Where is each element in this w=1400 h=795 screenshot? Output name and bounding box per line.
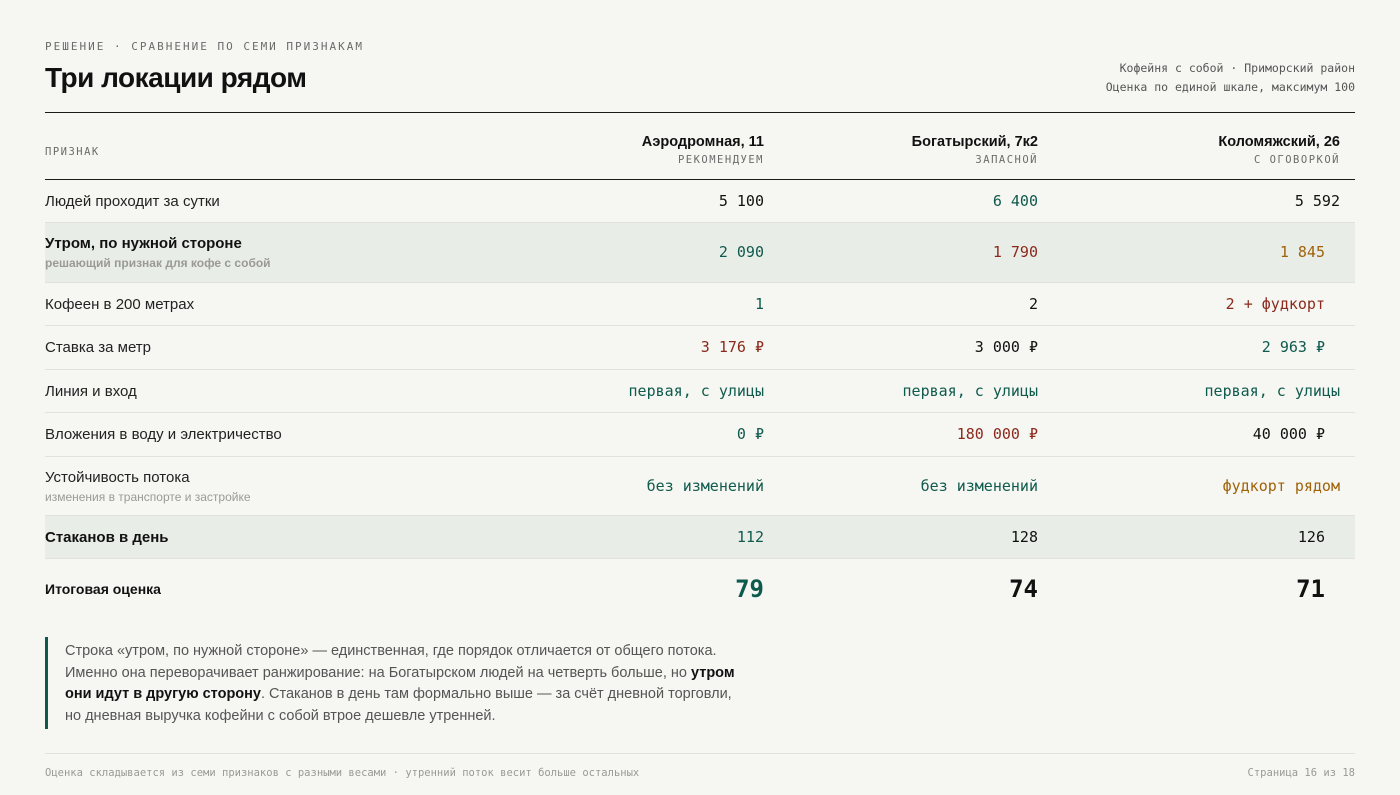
location-tag: С ОГОВОРКОЙ	[1253, 154, 1340, 166]
note-emphasis: утром они идут в другую сторону	[65, 664, 735, 703]
cell-value: 128	[1010, 527, 1038, 546]
cell-value: первая, с улицы	[1204, 381, 1340, 400]
total-score: 79	[735, 574, 764, 603]
table-row	[45, 180, 1355, 223]
cell-value: 112	[736, 527, 764, 546]
table-row	[45, 326, 1355, 370]
row-sublabel: решающий признак для кофе с собой	[45, 256, 271, 270]
table-row	[45, 370, 1355, 413]
table-row-cups	[45, 516, 1355, 559]
cell-value: 1 845	[1279, 243, 1325, 261]
cell-value: 40 000 ₽	[1252, 425, 1325, 443]
cell-value: 5 592	[1294, 191, 1340, 210]
cell-value: 3 000 ₽	[974, 338, 1038, 356]
comparison-table	[45, 113, 1355, 618]
table-row	[45, 457, 1355, 516]
cell-value: первая, с улицы	[628, 381, 764, 400]
section-kicker: РЕШЕНИЕ · СРАВНЕНИЕ ПО СЕМИ ПРИЗНАКАМ	[45, 40, 365, 53]
footer-note: Оценка складывается из семи признаков с разными весами · утренний поток весит больше остальных	[45, 767, 640, 779]
column-header-location-3	[1052, 126, 1340, 166]
cell-value: 5 100	[718, 191, 764, 210]
cell-value: 2 963 ₽	[1261, 338, 1325, 356]
cell-value: 1	[754, 294, 764, 313]
page-title: Три локации рядом	[45, 62, 307, 93]
total-label: Итоговая оценка	[45, 580, 161, 597]
row-label: Линия и вход	[45, 382, 137, 400]
row-label: Вложения в воду и электричество	[45, 426, 282, 443]
column-header-feature	[45, 134, 475, 158]
cell-value: 2 + фудкорт	[1225, 294, 1325, 313]
location-name: Аэродромная, 11	[641, 134, 764, 150]
row-label: Утром, по нужной стороне	[45, 235, 242, 252]
cell-value: фудкорт рядом	[1222, 476, 1340, 495]
column-header-location-2	[764, 126, 1052, 166]
meta-line-scale: Оценка по единой шкале, максимум 100	[1105, 80, 1355, 94]
table-row	[45, 283, 1355, 326]
location-tag: РЕКОМЕНДУЕМ	[677, 154, 764, 166]
location-tag: ЗАПАСНОЙ	[975, 154, 1038, 166]
row-label: Ставка за метр	[45, 339, 152, 356]
table-header-row	[45, 113, 1355, 180]
cell-value: 6 400	[992, 191, 1038, 210]
row-label: Людей проходит за сутки	[45, 192, 220, 210]
total-score: 74	[1009, 574, 1038, 603]
cell-value: первая, с улицы	[902, 381, 1038, 400]
cell-value: без изменений	[646, 476, 764, 495]
column-label: ПРИЗНАК	[45, 146, 100, 158]
total-score: 71	[1296, 574, 1325, 603]
cell-value: 2	[1028, 294, 1038, 313]
meta-line-project: Кофейня с собой · Приморский район	[1119, 61, 1355, 75]
note-text-part1: Строка «утром, по нужной стороне» — единственная, где порядок отличается от общего потока. Именно она переворачивает ранжирование: на Богатырском людей на четверть больше, но	[65, 643, 717, 681]
cell-value: 1 790	[992, 243, 1038, 261]
cell-value: 3 176 ₽	[700, 338, 764, 356]
callout-note	[45, 637, 745, 729]
table-row-total	[45, 559, 1355, 618]
cell-value: 126	[1297, 527, 1325, 546]
note-text-part2: . Стаканов в день там формально выше — за счёт дневной торговли, но дневная выручка кофейни с собой втрое дешевле утренней.	[65, 686, 732, 725]
row-label: Стаканов в день	[45, 528, 169, 546]
footer-rule	[45, 753, 1355, 754]
location-name: Богатырский, 7к2	[911, 134, 1038, 150]
cell-value: 2 090	[718, 243, 764, 261]
page-meta	[1106, 59, 1355, 97]
table-row	[45, 413, 1355, 457]
row-label: Кофеен в 200 метрах	[45, 295, 195, 313]
cell-value: 0 ₽	[736, 425, 764, 443]
table-row-decisive	[45, 223, 1355, 283]
page-number: Страница 16 из 18	[1247, 767, 1355, 779]
column-header-location-1	[475, 126, 764, 166]
location-name: Коломяжский, 26	[1218, 134, 1340, 150]
row-label: Устойчивость потока	[45, 468, 190, 486]
row-sublabel: изменения в транспорте и застройке	[45, 489, 251, 504]
cell-value: 180 000 ₽	[956, 425, 1038, 443]
cell-value: без изменений	[920, 476, 1038, 495]
